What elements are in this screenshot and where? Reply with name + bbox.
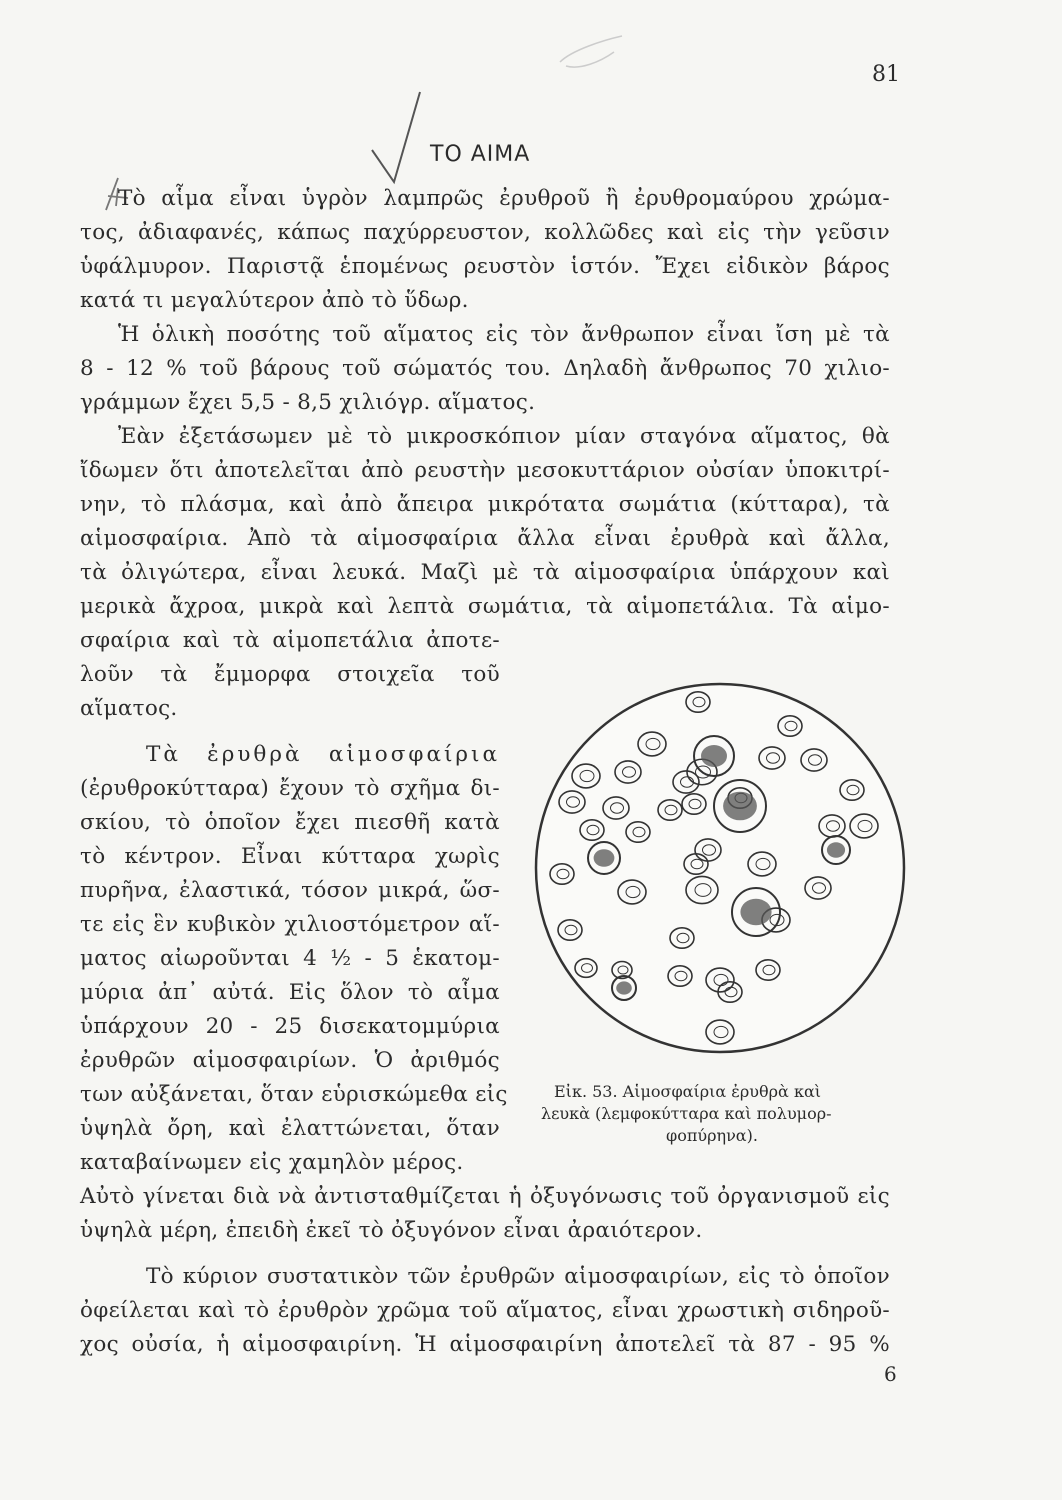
text-line: Τὸ αἷμα εἶναι ὑγρὸν λαμπρῶς ἐρυθροῦ ἢ ἐρυθρομαύρου χρώμα- <box>118 186 890 211</box>
white-blood-cell-nucleus <box>616 981 632 994</box>
text-line: τὰ ὀλιγώτερα, εἶναι λευκά. Μαζὶ μὲ τὰ αἱμοσφαίρια ὑπάρχουν καὶ <box>80 560 890 585</box>
figure-caption-line: φοπύρηνα). <box>666 1126 758 1145</box>
white-blood-cell-nucleus <box>827 842 845 857</box>
text-line: ὑψηλὰ ὄρη, καὶ ἐλαττώνεται, ὅταν <box>80 1116 500 1141</box>
page-number: 81 <box>872 62 900 87</box>
text-line: μερικὰ ἄχροα, μικρὰ καὶ λεπτὰ σωμάτια, τὰ αἱμοπετάλια. Τὰ αἱμο- <box>80 594 890 619</box>
text-line: πυρῆνα, ἐλαστικά, τόσον μικρά, ὥσ- <box>80 878 500 903</box>
text-line: 8 - 12 % τοῦ βάρους τοῦ σώματός του. Δηλαδὴ ἄνθρωπος 70 χιλιο- <box>80 356 890 381</box>
text-line: ἴδωμεν ὅτι ἀποτελεῖται ἀπὸ ρευστὴν μεσοκυττάριον οὐσίαν ὑποκιτρί- <box>80 458 890 483</box>
white-blood-cell-nucleus <box>701 745 727 767</box>
white-blood-cell-nucleus <box>723 792 757 821</box>
checkmark-icon <box>372 92 420 182</box>
text-line: ὀφείλεται καὶ τὸ ἐρυθρὸν χρῶμα τοῦ αἵματος, εἶναι χρωστικὴ σιδηροῦ- <box>80 1298 890 1323</box>
text-line: τὸ κέντρον. Εἶναι κύτταρα χωρὶς <box>80 844 500 869</box>
blood-cells-illustration <box>532 680 908 1056</box>
text-line: τε εἰς ἓν κυβικὸν χιλιοστόμετρον αἵ- <box>80 912 500 937</box>
sheet-number: 6 <box>884 1362 897 1386</box>
text-line: καταβαίνωμεν εἰς χαμηλὸν μέρος. <box>80 1150 464 1175</box>
text-line: ματος αἰωροῦνται 4 ½ - 5 ἑκατομ- <box>80 946 500 971</box>
text-line: Ἐὰν ἐξετάσωμεν μὲ τὸ μικροσκόπιον μίαν σταγόνα αἵματος, θὰ <box>118 424 890 449</box>
text-line: νην, τὸ πλάσμα, καὶ ἀπὸ ἄπειρα μικρότατα σωμάτια (κύτταρα), τὰ <box>80 492 890 517</box>
text-line: σκίου, τὸ ὁποῖον ἔχει πιεσθῆ κατὰ <box>80 810 500 835</box>
chapter-title: ΤΟ ΑΙΜΑ <box>430 142 531 167</box>
text-line: τος, ἀδιαφανές, κάπως παχύρρευστον, κολλῶδες καὶ εἰς τὴν γεῦσιν <box>80 220 890 245</box>
text-line: ὑφάλμυρον. Παριστᾷ ἑπομένως ρευστὸν ἱστόν. Ἔχει εἰδικὸν βάρος <box>80 254 890 279</box>
text-line: γράμμων ἔχει 5,5 - 8,5 χιλιόγρ. αἵματος. <box>80 390 536 415</box>
text-line: Τὸ κύριον συστατικὸν τῶν ἐρυθρῶν αἱμοσφαιρίων, εἰς τὸ ὁποῖον <box>146 1264 890 1289</box>
text-line: (ἐρυθροκύτταρα) ἔχουν τὸ σχῆμα δι- <box>80 776 500 801</box>
text-line: λοῦν τὰ ἔμμορφα στοιχεῖα τοῦ <box>80 662 500 687</box>
text-line: μύρια ἀπ᾽ αὐτά. Εἰς ὅλον τὸ αἷμα <box>80 980 500 1005</box>
text-line: κατά τι μεγαλύτερον ἀπὸ τὸ ὕδωρ. <box>80 288 469 313</box>
faint-scribble-icon <box>560 36 622 67</box>
figure-caption-line: λευκὰ (λεμφοκύτταρα καὶ πολυμορ- <box>541 1104 832 1123</box>
text-line: αἵματος. <box>80 696 178 721</box>
text-line: ἐρυθρῶν αἱμοσφαιρίων. Ὁ ἀριθμός <box>80 1048 500 1073</box>
text-line: χος οὐσία, ἡ αἱμοσφαιρίνη. Ἡ αἱμοσφαιρίνη ἀποτελεῖ τὰ 87 - 95 % <box>80 1332 890 1357</box>
white-blood-cell-nucleus <box>594 849 615 867</box>
text-line: Ἡ ὁλικὴ ποσότης τοῦ αἵματος εἰς τὸν ἄνθρωπον εἶναι ἴση μὲ τὰ <box>118 322 890 347</box>
text-line: των αὐξάνεται, ὅταν εὑρισκώμεθα εἰς <box>80 1082 508 1107</box>
text-line: αἱμοσφαίρια. Ἀπὸ τὰ αἱμοσφαίρια ἄλλα εἶναι ἐρυθρὰ καὶ ἄλλα, <box>80 526 890 551</box>
text-line: Αὐτὸ γίνεται διὰ νὰ ἀντισταθμίζεται ἡ ὀξυγόνωσις τοῦ ὀργανισμοῦ εἰς <box>80 1184 890 1209</box>
text-line: Τὰ ἐρυθρὰ αἱμοσφαίρια <box>146 742 500 767</box>
text-line: ὑπάρχουν 20 - 25 δισεκατομμύρια <box>80 1014 500 1039</box>
figure-caption-line: Εἰκ. 53. Αἱμοσφαίρια ἐρυθρὰ καὶ <box>554 1082 822 1101</box>
text-line: σφαίρια καὶ τὰ αἱμοπετάλια ἀποτε- <box>80 628 500 653</box>
white-blood-cell-nucleus <box>740 899 771 925</box>
text-line: ὑψηλὰ μέρη, ἐπειδὴ ἐκεῖ τὸ ὀξυγόνον εἶναι ἀραιότερον. <box>80 1218 703 1243</box>
